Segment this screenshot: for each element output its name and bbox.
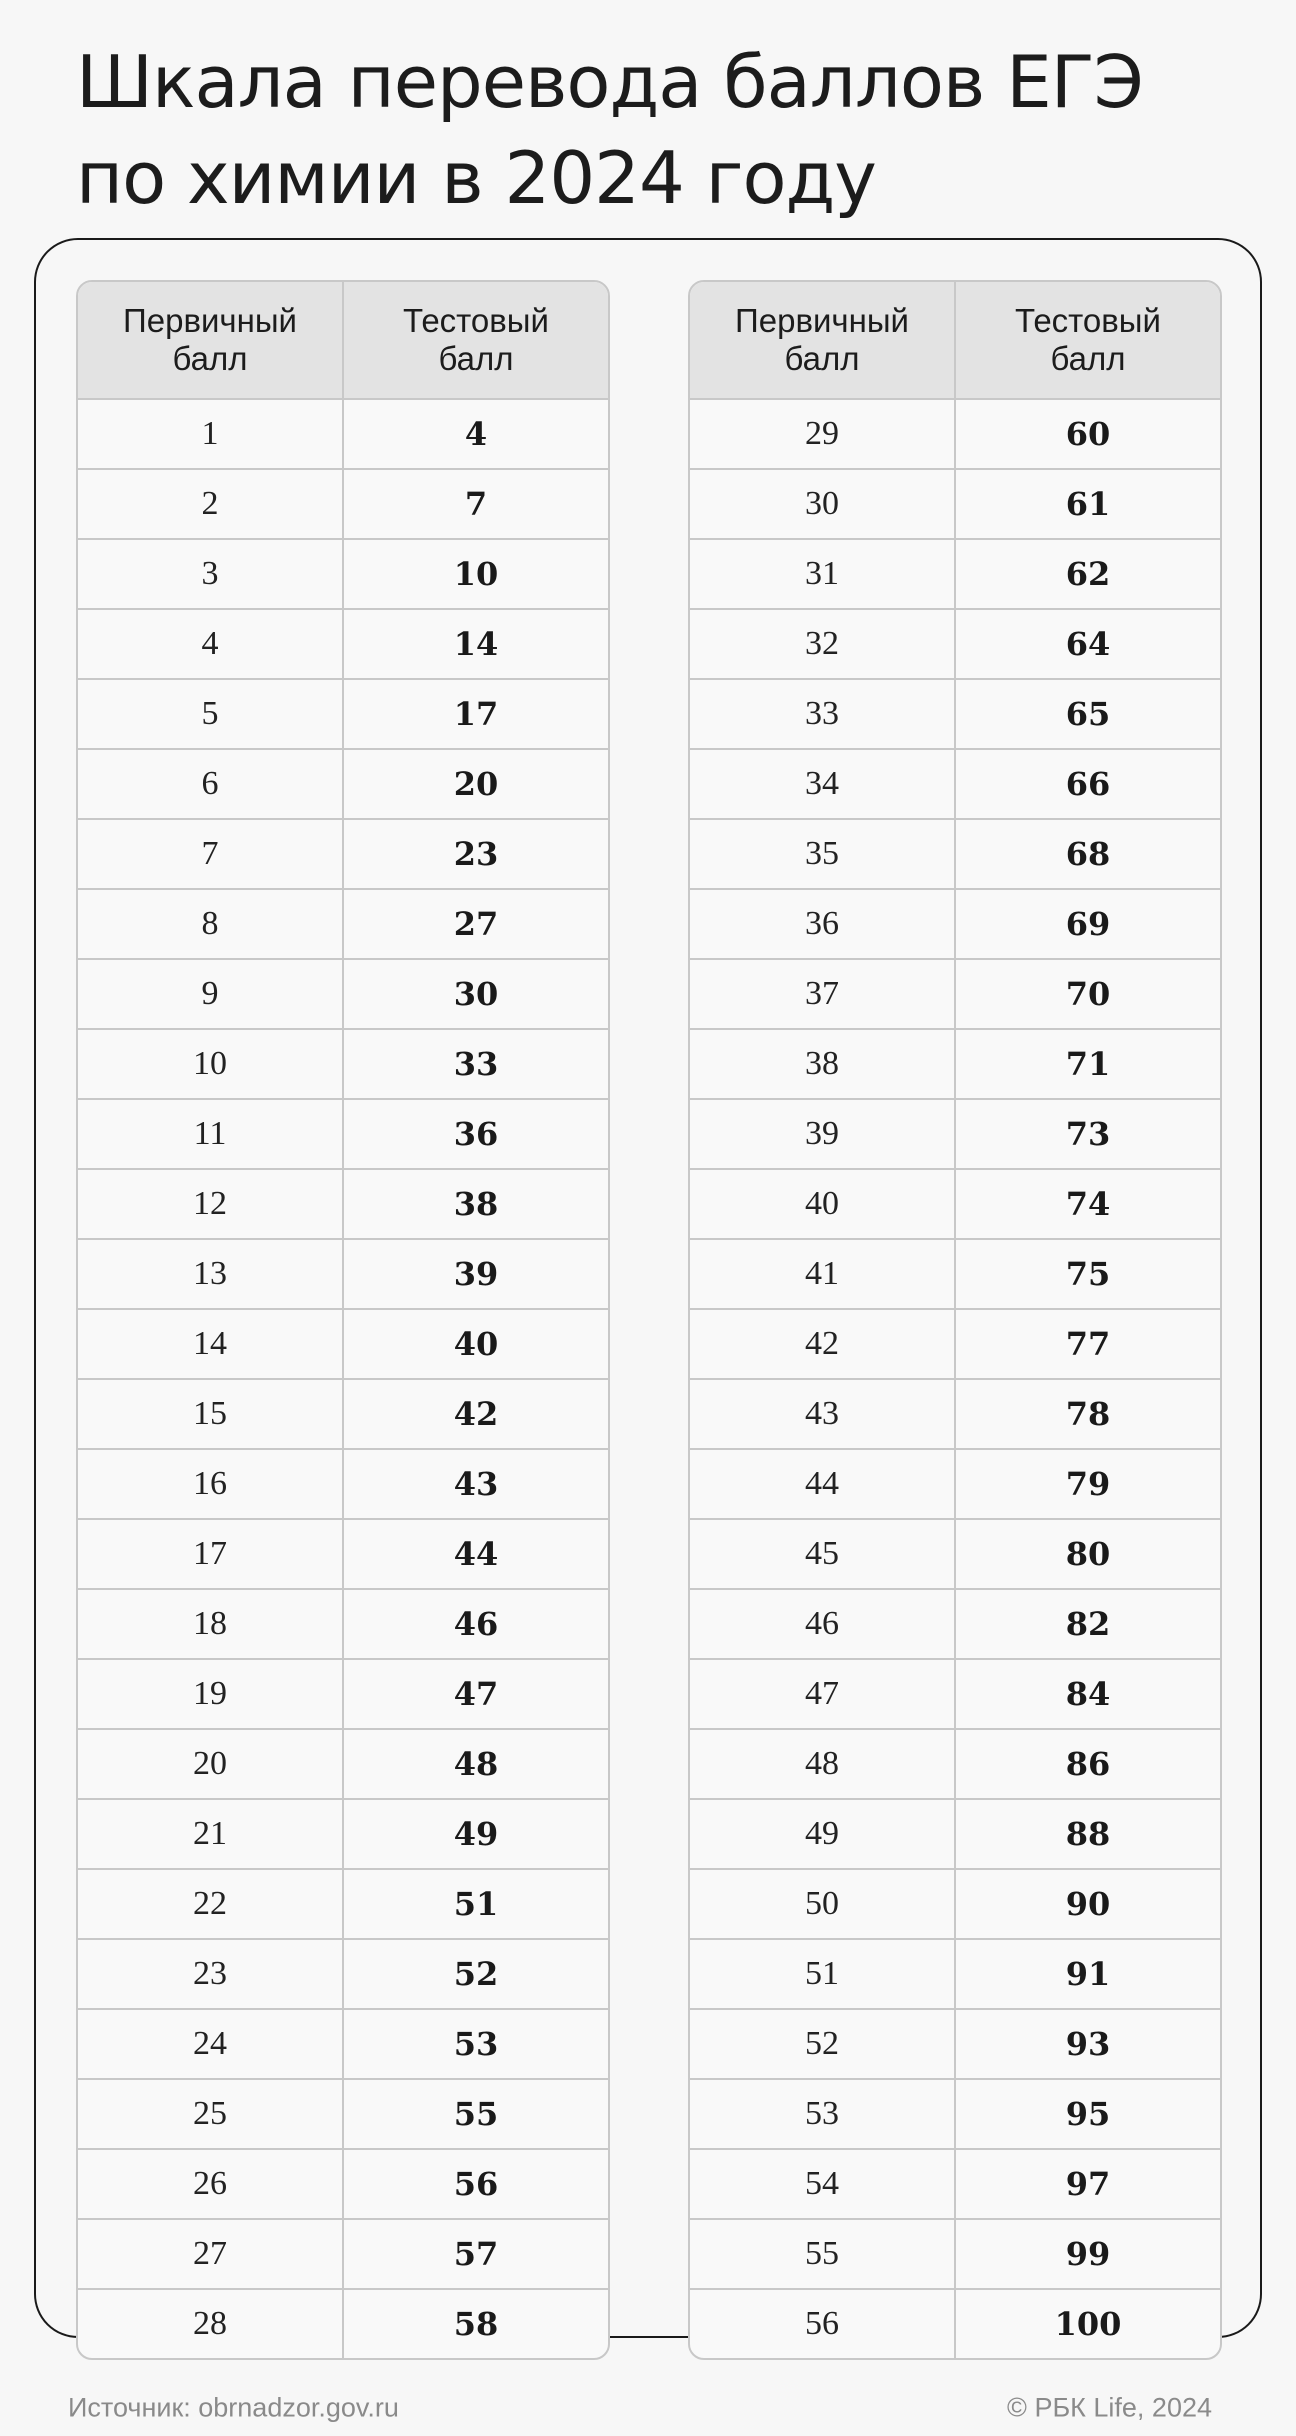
table-row <box>78 468 608 538</box>
primary-score-cell: 46 <box>805 1605 839 1642</box>
table-row <box>78 1168 608 1238</box>
primary-score-cell: 3 <box>201 555 219 592</box>
table-row <box>78 958 608 1028</box>
table-row <box>78 1658 608 1728</box>
table-row <box>690 1588 1220 1658</box>
table-row <box>690 2008 1220 2078</box>
test-score-cell: 53 <box>342 2010 608 2078</box>
test-score-cell: 78 <box>954 1380 1220 1448</box>
primary-score-cell: 39 <box>805 1115 839 1152</box>
table-row <box>690 2148 1220 2218</box>
table-row <box>78 1938 608 2008</box>
test-score-cell: 40 <box>342 1310 608 1378</box>
test-score-cell: 7 <box>342 470 608 538</box>
test-score-cell: 48 <box>342 1730 608 1798</box>
table-row <box>78 1448 608 1518</box>
table-row <box>690 2288 1220 2358</box>
test-score-cell: 62 <box>954 540 1220 608</box>
test-score-cell: 36 <box>342 1100 608 1168</box>
table-row <box>78 1868 608 1938</box>
test-score-cell: 10 <box>342 540 608 608</box>
table-row <box>690 1868 1220 1938</box>
test-score-cell: 100 <box>954 2290 1220 2358</box>
score-table-card <box>34 238 1262 2343</box>
table-row <box>690 1938 1220 2008</box>
primary-score-cell: 29 <box>805 415 839 452</box>
table-row <box>78 1098 608 1168</box>
primary-score-cell: 5 <box>201 695 219 732</box>
primary-score-cell: 32 <box>805 625 839 662</box>
table-row <box>690 1168 1220 1238</box>
test-score-cell: 74 <box>954 1170 1220 1238</box>
test-score-cell: 84 <box>954 1660 1220 1728</box>
test-score-cell: 47 <box>342 1660 608 1728</box>
table-row <box>690 1308 1220 1378</box>
test-score-cell: 61 <box>954 470 1220 538</box>
table-row <box>78 1028 608 1098</box>
test-score-cell: 64 <box>954 610 1220 678</box>
table-row <box>690 1658 1220 1728</box>
table-row <box>78 398 608 468</box>
test-score-cell: 55 <box>342 2080 608 2148</box>
primary-score-cell: 35 <box>805 835 839 872</box>
table-row <box>78 888 608 958</box>
table-row <box>78 748 608 818</box>
test-score-cell: 39 <box>342 1240 608 1308</box>
primary-score-cell: 36 <box>805 905 839 942</box>
table-row <box>690 1238 1220 1308</box>
primary-score-cell: 23 <box>193 1955 227 1992</box>
test-score-cell: 49 <box>342 1800 608 1868</box>
table-row <box>78 2078 608 2148</box>
test-score-cell: 69 <box>954 890 1220 958</box>
primary-score-cell: 47 <box>805 1675 839 1712</box>
primary-score-cell: 53 <box>805 2095 839 2132</box>
primary-score-cell: 33 <box>805 695 839 732</box>
table-row <box>690 1378 1220 1448</box>
table-row <box>78 1728 608 1798</box>
primary-score-cell: 49 <box>805 1815 839 1852</box>
header-primary-score: Первичный балл <box>735 302 909 377</box>
table-row <box>690 1098 1220 1168</box>
page-title <box>76 34 1226 226</box>
primary-score-cell: 44 <box>805 1465 839 1502</box>
primary-score-cell: 13 <box>193 1255 227 1292</box>
table-row <box>690 608 1220 678</box>
primary-score-cell: 43 <box>805 1395 839 1432</box>
table-row <box>690 2078 1220 2148</box>
primary-score-cell: 41 <box>805 1255 839 1292</box>
primary-score-cell: 54 <box>805 2165 839 2202</box>
test-score-cell: 80 <box>954 1520 1220 1588</box>
primary-score-cell: 24 <box>193 2025 227 2062</box>
table-header <box>78 282 608 398</box>
test-score-cell: 56 <box>342 2150 608 2218</box>
test-score-cell: 97 <box>954 2150 1220 2218</box>
table-row <box>690 538 1220 608</box>
test-score-cell: 58 <box>342 2290 608 2358</box>
primary-score-cell: 28 <box>193 2305 227 2342</box>
test-score-cell: 73 <box>954 1100 1220 1168</box>
primary-score-cell: 8 <box>201 905 219 942</box>
primary-score-cell: 2 <box>201 485 219 522</box>
title-line-1: Шкала перевода баллов ЕГЭ <box>76 40 1143 124</box>
primary-score-cell: 12 <box>193 1185 227 1222</box>
primary-score-cell: 19 <box>193 1675 227 1712</box>
primary-score-cell: 34 <box>805 765 839 802</box>
test-score-cell: 99 <box>954 2220 1220 2288</box>
test-score-cell: 75 <box>954 1240 1220 1308</box>
test-score-cell: 95 <box>954 2080 1220 2148</box>
primary-score-cell: 1 <box>201 415 219 452</box>
test-score-cell: 82 <box>954 1590 1220 1658</box>
primary-score-cell: 11 <box>193 1115 227 1152</box>
table-row <box>78 1378 608 1448</box>
primary-score-cell: 38 <box>805 1045 839 1082</box>
primary-score-cell: 55 <box>805 2235 839 2272</box>
primary-score-cell: 21 <box>193 1815 227 1852</box>
primary-score-cell: 18 <box>193 1605 227 1642</box>
test-score-cell: 65 <box>954 680 1220 748</box>
table-row <box>690 468 1220 538</box>
test-score-cell: 23 <box>342 820 608 888</box>
primary-score-cell: 16 <box>193 1465 227 1502</box>
test-score-cell: 66 <box>954 750 1220 818</box>
primary-score-cell: 14 <box>193 1325 227 1362</box>
primary-score-cell: 22 <box>193 1885 227 1922</box>
score-table-left <box>76 280 610 2360</box>
primary-score-cell: 25 <box>193 2095 227 2132</box>
primary-score-cell: 27 <box>193 2235 227 2272</box>
table-row <box>78 1588 608 1658</box>
copyright-note: © РБК Life, 2024 <box>1007 2392 1212 2423</box>
test-score-cell: 14 <box>342 610 608 678</box>
primary-score-cell: 4 <box>201 625 219 662</box>
test-score-cell: 93 <box>954 2010 1220 2078</box>
test-score-cell: 70 <box>954 960 1220 1028</box>
header-test-score: Тестовый балл <box>954 282 1220 398</box>
table-row <box>78 2288 608 2358</box>
primary-score-cell: 45 <box>805 1535 839 1572</box>
table-body-left <box>78 398 608 2358</box>
primary-score-cell: 15 <box>193 1395 227 1432</box>
primary-score-cell: 6 <box>201 765 219 802</box>
table-row <box>78 2148 608 2218</box>
table-row <box>78 1798 608 1868</box>
table-row <box>690 888 1220 958</box>
table-row <box>78 608 608 678</box>
test-score-cell: 27 <box>342 890 608 958</box>
header-test-score: Тестовый балл <box>342 282 608 398</box>
test-score-cell: 88 <box>954 1800 1220 1868</box>
primary-score-cell: 37 <box>805 975 839 1012</box>
test-score-cell: 86 <box>954 1730 1220 1798</box>
test-score-cell: 43 <box>342 1450 608 1518</box>
primary-score-cell: 10 <box>193 1045 227 1082</box>
table-row <box>690 1798 1220 1868</box>
table-row <box>690 818 1220 888</box>
test-score-cell: 20 <box>342 750 608 818</box>
table-row <box>78 538 608 608</box>
table-row <box>690 958 1220 1028</box>
test-score-cell: 91 <box>954 1940 1220 2008</box>
table-header <box>690 282 1220 398</box>
primary-score-cell: 50 <box>805 1885 839 1922</box>
primary-score-cell: 31 <box>805 555 839 592</box>
primary-score-cell: 42 <box>805 1325 839 1362</box>
table-row <box>690 2218 1220 2288</box>
table-row <box>690 1728 1220 1798</box>
primary-score-cell: 56 <box>805 2305 839 2342</box>
test-score-cell: 46 <box>342 1590 608 1658</box>
test-score-cell: 57 <box>342 2220 608 2288</box>
test-score-cell: 51 <box>342 1870 608 1938</box>
test-score-cell: 52 <box>342 1940 608 2008</box>
title-line-2: по химии в 2024 году <box>76 136 876 220</box>
test-score-cell: 68 <box>954 820 1220 888</box>
primary-score-cell: 26 <box>193 2165 227 2202</box>
table-row <box>690 678 1220 748</box>
test-score-cell: 44 <box>342 1520 608 1588</box>
test-score-cell: 71 <box>954 1030 1220 1098</box>
table-row <box>690 398 1220 468</box>
primary-score-cell: 17 <box>193 1535 227 1572</box>
primary-score-cell: 51 <box>805 1955 839 1992</box>
table-row <box>690 1448 1220 1518</box>
test-score-cell: 4 <box>342 400 608 468</box>
test-score-cell: 42 <box>342 1380 608 1448</box>
test-score-cell: 77 <box>954 1310 1220 1378</box>
table-row <box>690 748 1220 818</box>
score-table-right <box>688 280 1222 2360</box>
test-score-cell: 33 <box>342 1030 608 1098</box>
table-body-right <box>690 398 1220 2358</box>
primary-score-cell: 30 <box>805 485 839 522</box>
primary-score-cell: 40 <box>805 1185 839 1222</box>
table-row <box>78 2008 608 2078</box>
test-score-cell: 79 <box>954 1450 1220 1518</box>
test-score-cell: 60 <box>954 400 1220 468</box>
primary-score-cell: 9 <box>201 975 219 1012</box>
source-note: Источник: obrnadzor.gov.ru <box>68 2392 399 2423</box>
table-row <box>690 1028 1220 1098</box>
primary-score-cell: 20 <box>193 1745 227 1782</box>
table-row <box>78 1518 608 1588</box>
table-row <box>690 1518 1220 1588</box>
table-row <box>78 1238 608 1308</box>
primary-score-cell: 48 <box>805 1745 839 1782</box>
test-score-cell: 90 <box>954 1870 1220 1938</box>
primary-score-cell: 52 <box>805 2025 839 2062</box>
table-row <box>78 678 608 748</box>
primary-score-cell: 7 <box>201 835 219 872</box>
test-score-cell: 30 <box>342 960 608 1028</box>
table-row <box>78 818 608 888</box>
table-row <box>78 1308 608 1378</box>
test-score-cell: 17 <box>342 680 608 748</box>
test-score-cell: 38 <box>342 1170 608 1238</box>
table-row <box>78 2218 608 2288</box>
header-primary-score: Первичный балл <box>123 302 297 377</box>
